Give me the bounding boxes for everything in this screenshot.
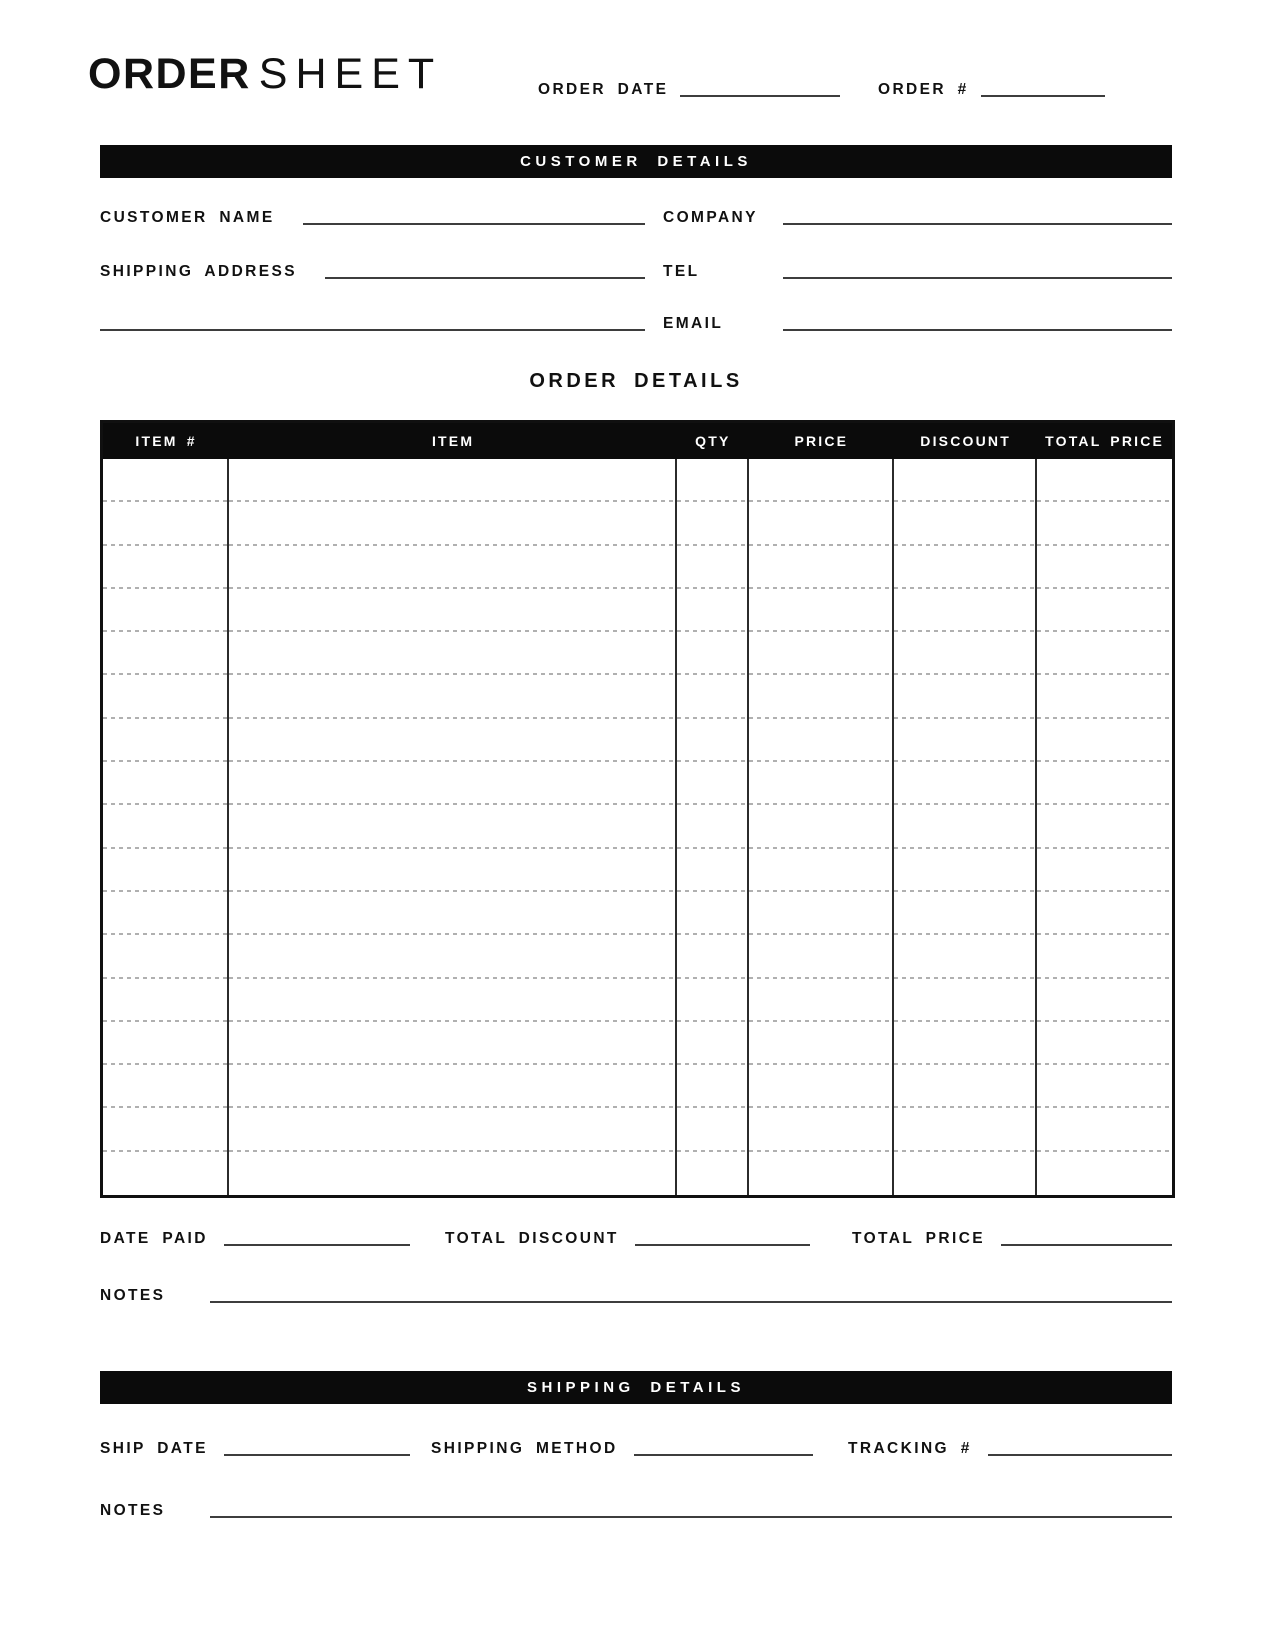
order-table-cell: [1037, 1065, 1172, 1108]
order-table-cell: [677, 502, 749, 545]
order-table-cell: [894, 719, 1037, 762]
order-table-cell: [749, 935, 894, 978]
order-reference-fields: [538, 80, 1105, 100]
order-table-cell: [103, 935, 229, 978]
order-table-cell: [229, 892, 677, 935]
order-table-cell: [749, 632, 894, 675]
order-date-label: ORDER DATE: [538, 81, 669, 98]
order-table-cell: [894, 935, 1037, 978]
order-table-cell: [894, 546, 1037, 589]
order-table-cell: [229, 849, 677, 892]
order-table-body: [103, 459, 1172, 1195]
order-table-cell: [677, 762, 749, 805]
order-notes-blank-line: [210, 1286, 1172, 1303]
tracking-number-blank-line: [988, 1439, 1172, 1456]
order-table-cell: [749, 1152, 894, 1195]
order-table-cell: [894, 849, 1037, 892]
order-details-heading: ORDER DETAILS: [529, 370, 743, 392]
order-table-cell: [229, 546, 677, 589]
order-table-cell: [229, 762, 677, 805]
order-table-cell: [677, 805, 749, 848]
order-table-cell: [229, 675, 677, 718]
order-table-cell: [103, 1065, 229, 1108]
order-table-cell: [1037, 675, 1172, 718]
page-title-light: SHEET: [258, 50, 443, 98]
order-table-cell: [749, 459, 894, 502]
company-field: [663, 208, 1172, 228]
shipping-address-continuation-field: [100, 314, 645, 331]
customer-name-field: [100, 208, 645, 228]
shipping-address-field: [100, 262, 645, 282]
shipping-method-field: [431, 1439, 813, 1459]
order-table-cell: [894, 502, 1037, 545]
order-table-cell: [1037, 892, 1172, 935]
order-table-cell: [677, 632, 749, 675]
page-title: [88, 50, 442, 99]
order-table-cell: [677, 459, 749, 502]
order-table-cell: [677, 675, 749, 718]
order-table-cell: [894, 1108, 1037, 1151]
ship-date-blank-line: [224, 1439, 410, 1456]
order-table-cell: [1037, 805, 1172, 848]
order-table-cell: [749, 979, 894, 1022]
order-table-cell: [229, 589, 677, 632]
shipping-notes-blank-line: [210, 1501, 1172, 1518]
column-header-price: PRICE: [794, 433, 849, 449]
order-table-cell: [229, 1152, 677, 1195]
order-table-cell: [749, 675, 894, 718]
shipping-address-label: SHIPPING ADDRESS: [100, 263, 297, 280]
company-label: COMPANY: [663, 209, 758, 226]
order-table-cell: [103, 719, 229, 762]
order-table-cell: [677, 589, 749, 632]
order-table-cell: [103, 502, 229, 545]
order-table-cell: [749, 805, 894, 848]
order-table-cell: [1037, 849, 1172, 892]
customer-name-blank-line: [303, 208, 645, 225]
order-table-cell: [677, 979, 749, 1022]
date-paid-label: DATE PAID: [100, 1230, 208, 1247]
order-table-cell: [103, 892, 229, 935]
order-table-cell: [1037, 1022, 1172, 1065]
order-summary-row: [100, 1229, 1172, 1249]
order-table-cell: [103, 675, 229, 718]
column-header-item: ITEM: [431, 433, 475, 449]
order-table-cell: [894, 1022, 1037, 1065]
order-table-cell: [103, 762, 229, 805]
order-table-cell: [103, 546, 229, 589]
customer-details-heading: CUSTOMER DETAILS: [100, 145, 1172, 178]
order-table-cell: [103, 589, 229, 632]
order-table-cell: [1037, 502, 1172, 545]
tel-field: [663, 262, 1172, 282]
order-table-cell: [894, 1152, 1037, 1195]
shipping-details-heading: SHIPPING DETAILS: [100, 1371, 1172, 1404]
order-table-cell: [229, 979, 677, 1022]
order-number-field: [878, 80, 1105, 100]
order-table-cell: [894, 762, 1037, 805]
order-table-cell: [749, 589, 894, 632]
page-title-bold: ORDER: [88, 50, 251, 98]
order-table-cell: [229, 1065, 677, 1108]
order-table-cell: [677, 1065, 749, 1108]
total-price-label: TOTAL PRICE: [852, 1230, 986, 1247]
shipping-notes-label: NOTES: [100, 1502, 166, 1519]
company-blank-line: [783, 208, 1172, 225]
order-date-blank-line: [680, 80, 840, 97]
order-table-cell: [1037, 1152, 1172, 1195]
date-paid-field: [100, 1229, 410, 1249]
shipping-address-blank-line-2: [100, 314, 645, 331]
order-table-cell: [677, 849, 749, 892]
order-notes-field: [100, 1286, 1172, 1306]
order-table-cell: [1037, 1108, 1172, 1151]
order-date-field: [538, 80, 840, 100]
order-table-cell: [749, 546, 894, 589]
order-table-cell: [229, 1108, 677, 1151]
shipping-method-blank-line: [634, 1439, 813, 1456]
ship-date-field: [100, 1439, 410, 1459]
order-table-cell: [103, 849, 229, 892]
total-discount-blank-line: [635, 1229, 810, 1246]
order-table-cell: [677, 546, 749, 589]
order-table-cell: [749, 1065, 894, 1108]
email-label: EMAIL: [663, 315, 724, 332]
date-paid-blank-line: [224, 1229, 410, 1246]
order-table-cell: [103, 1022, 229, 1065]
total-price-field: [852, 1229, 1172, 1249]
order-table-cell: [677, 1022, 749, 1065]
order-table-cell: [229, 805, 677, 848]
order-table-cell: [749, 892, 894, 935]
order-table-cell: [103, 632, 229, 675]
order-table-cell: [677, 1108, 749, 1151]
tracking-number-label: TRACKING #: [848, 1440, 972, 1457]
order-table-cell: [229, 1022, 677, 1065]
column-header-discount: DISCOUNT: [920, 433, 1011, 449]
order-number-blank-line: [981, 80, 1105, 97]
order-table-cell: [1037, 979, 1172, 1022]
order-table-cell: [894, 459, 1037, 502]
shipping-fields-row: [100, 1439, 1172, 1459]
order-table-cell: [677, 892, 749, 935]
shipping-notes-field: [100, 1501, 1172, 1521]
tracking-number-field: [848, 1439, 1172, 1459]
tel-label: TEL: [663, 263, 700, 280]
order-table-cell: [894, 675, 1037, 718]
order-table-cell: [229, 935, 677, 978]
ship-date-label: SHIP DATE: [100, 1440, 208, 1457]
order-table-cell: [749, 849, 894, 892]
total-discount-field: [445, 1229, 810, 1249]
order-table-header: [103, 423, 1172, 459]
order-table-cell: [677, 719, 749, 762]
order-table-cell: [1037, 762, 1172, 805]
column-header-qty: QTY: [695, 433, 731, 449]
order-table-cell: [1037, 459, 1172, 502]
order-table-cell: [894, 589, 1037, 632]
order-table-cell: [894, 979, 1037, 1022]
order-table-cell: [1037, 632, 1172, 675]
order-table-cell: [894, 632, 1037, 675]
order-table-cell: [1037, 589, 1172, 632]
customer-name-label: CUSTOMER NAME: [100, 209, 275, 226]
total-discount-label: TOTAL DISCOUNT: [445, 1230, 619, 1247]
shipping-address-blank-line: [325, 262, 645, 279]
order-table-cell: [229, 632, 677, 675]
order-table-cell: [749, 502, 894, 545]
total-price-blank-line: [1001, 1229, 1172, 1246]
order-table-cell: [749, 762, 894, 805]
shipping-method-label: SHIPPING METHOD: [431, 1440, 618, 1457]
order-table-cell: [1037, 546, 1172, 589]
order-table-cell: [677, 935, 749, 978]
order-items-table: [100, 420, 1175, 1198]
email-field: [663, 314, 1172, 334]
order-table-cell: [749, 1022, 894, 1065]
email-blank-line: [783, 314, 1172, 331]
order-table-cell: [103, 1152, 229, 1195]
order-table-cell: [103, 805, 229, 848]
order-table-cell: [749, 1108, 894, 1151]
order-table-cell: [894, 805, 1037, 848]
order-table-cell: [103, 1108, 229, 1151]
column-header-item-number: ITEM #: [135, 433, 197, 449]
column-header-total-price: TOTAL PRICE: [1045, 433, 1165, 449]
tel-blank-line: [783, 262, 1172, 279]
order-table-cell: [103, 459, 229, 502]
order-table-cell: [229, 459, 677, 502]
order-table-cell: [1037, 719, 1172, 762]
order-table-cell: [677, 1152, 749, 1195]
order-notes-label: NOTES: [100, 1287, 166, 1304]
order-table-cell: [894, 1065, 1037, 1108]
order-table-cell: [229, 719, 677, 762]
order-table-cell: [894, 892, 1037, 935]
order-table-cell: [103, 979, 229, 1022]
order-table-cell: [229, 502, 677, 545]
order-table-cell: [749, 719, 894, 762]
order-number-label: ORDER #: [878, 81, 969, 98]
order-table-cell: [1037, 935, 1172, 978]
